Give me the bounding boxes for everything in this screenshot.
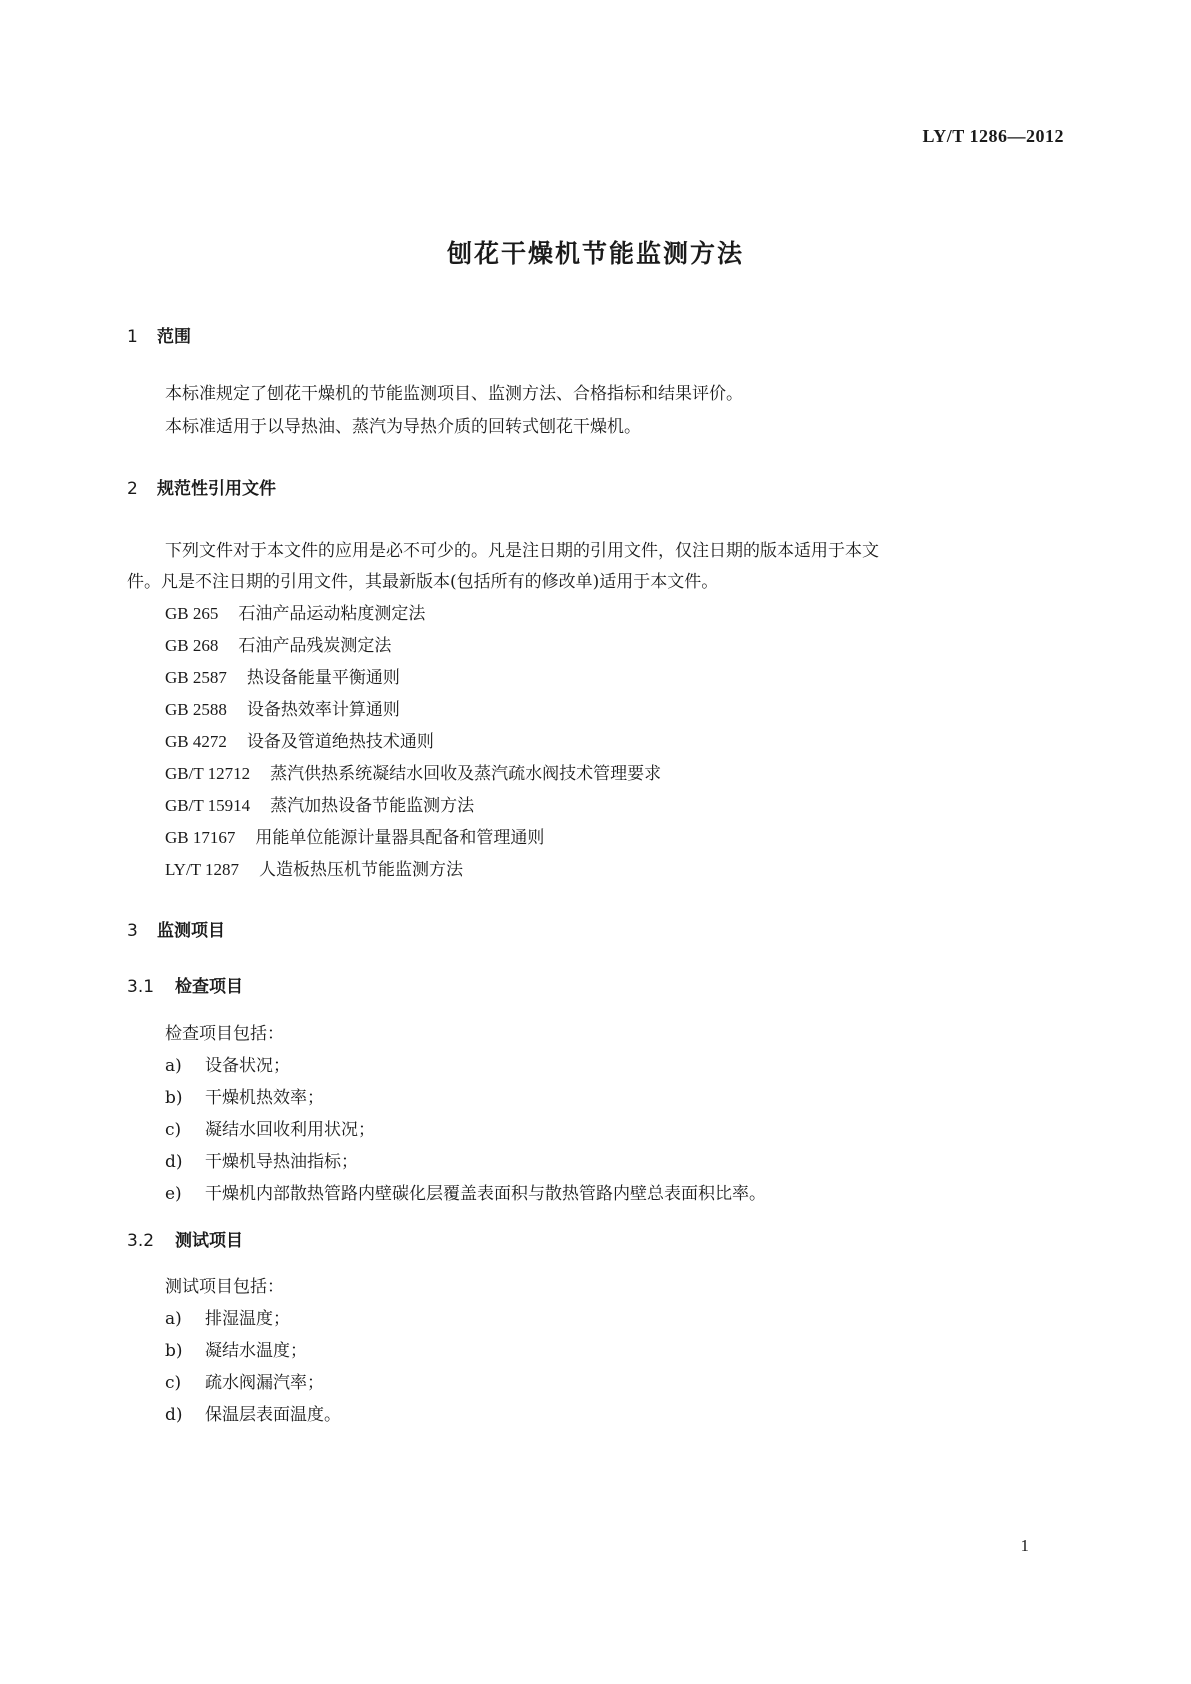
reference-item (165, 631, 391, 656)
paragraph: 本标准规定了刨花干燥机的节能监测项目、监测方法、合格指标和结果评价。 (165, 384, 743, 404)
list-intro: 检查项目包括： (165, 1024, 284, 1044)
list-item (165, 1051, 290, 1076)
reference-item (165, 599, 425, 624)
list-item (165, 1304, 290, 1329)
list-item-tag: d) (165, 1152, 183, 1172)
section-title: 监测项目 (157, 921, 225, 941)
section-title: 规范性引用文件 (157, 479, 276, 499)
reference-item (165, 663, 400, 688)
reference-code: GB 268 (165, 636, 219, 655)
section-title: 范围 (157, 327, 191, 347)
reference-title: 蒸汽加热设备节能监测方法 (270, 796, 475, 816)
section-3-1-heading (127, 972, 243, 997)
section-number: 3.2 (127, 1231, 155, 1251)
section-3-heading (127, 916, 225, 941)
paragraph: 本标准适用于以导热油、蒸汽为导热介质的回转式刨花干燥机。 (165, 417, 641, 437)
section-number: 2 (127, 479, 138, 499)
reference-item (165, 695, 400, 720)
reference-title: 蒸汽供热系统凝结水回收及蒸汽疏水阀技术管理要求 (270, 764, 662, 784)
list-item (165, 1400, 341, 1425)
list-item-tag: c) (165, 1120, 182, 1140)
section-title: 测试项目 (175, 1231, 243, 1251)
list-item (165, 1147, 358, 1172)
reference-title: 用能单位能源计量器具配备和管理通则 (255, 828, 545, 848)
reference-code: GB/T 12712 (165, 764, 251, 783)
list-item-text: 干燥机热效率； (205, 1088, 324, 1108)
list-item (165, 1083, 324, 1108)
document-title: 刨花干燥机节能监测方法 (446, 239, 744, 268)
list-item-tag: b) (165, 1341, 183, 1361)
reference-title: 设备及管道绝热技术通则 (246, 732, 434, 752)
reference-code: GB 17167 (165, 828, 236, 847)
list-item (165, 1336, 307, 1361)
list-intro: 测试项目包括： (165, 1277, 284, 1297)
reference-title: 石油产品残炭测定法 (238, 636, 392, 656)
list-item-tag: d) (165, 1405, 183, 1425)
page-number: 1 (1020, 1536, 1029, 1555)
list-item-text: 干燥机导热油指标； (205, 1152, 358, 1172)
section-1-heading (127, 322, 191, 347)
list-item-text: 干燥机内部散热管路内壁碳化层覆盖表面积与散热管路内壁总表面积比率。 (205, 1184, 766, 1204)
list-item-text: 排湿温度； (205, 1309, 290, 1329)
reference-code: GB/T 15914 (165, 796, 251, 815)
list-item-text: 凝结水回收利用状况； (205, 1120, 375, 1140)
list-item (165, 1179, 766, 1204)
reference-code: GB 2588 (165, 700, 227, 719)
list-item-tag: c) (165, 1373, 182, 1393)
list-item-tag: b) (165, 1088, 183, 1108)
paragraph-line: 件。凡是不注日期的引用文件，其最新版本(包括所有的修改单)适用于本文件。 (127, 572, 719, 592)
list-item (165, 1115, 375, 1140)
section-number: 3 (127, 921, 138, 941)
reference-item (165, 823, 544, 848)
list-item-text: 疏水阀漏汽率； (205, 1373, 324, 1393)
reference-item (165, 727, 434, 752)
section-number: 1 (127, 327, 138, 347)
list-item-text: 凝结水温度； (205, 1341, 307, 1361)
list-item-text: 设备状况； (205, 1056, 290, 1076)
standard-number: LY/T 1286—2012 (922, 126, 1064, 146)
list-item-text: 保温层表面温度。 (205, 1405, 341, 1425)
section-title: 检查项目 (175, 977, 243, 997)
reference-title: 人造板热压机节能监测方法 (259, 860, 464, 880)
reference-title: 设备热效率计算通则 (246, 700, 400, 720)
reference-item (165, 855, 463, 880)
list-item-tag: a) (165, 1056, 182, 1076)
list-item-tag: e) (165, 1184, 182, 1204)
list-item-tag: a) (165, 1309, 182, 1329)
reference-item (165, 791, 474, 816)
reference-code: GB 2587 (165, 668, 227, 687)
list-item (165, 1368, 324, 1393)
section-number: 3.1 (127, 977, 155, 997)
reference-item (165, 759, 661, 784)
reference-code: LY/T 1287 (165, 860, 240, 879)
reference-code: GB 265 (165, 604, 219, 623)
reference-title: 石油产品运动粘度测定法 (238, 604, 426, 624)
reference-title: 热设备能量平衡通则 (246, 668, 400, 688)
paragraph-line: 下列文件对于本文件的应用是必不可少的。凡是注日期的引用文件，仅注日期的版本适用于本文 (165, 541, 879, 561)
section-3-2-heading (127, 1226, 243, 1251)
reference-code: GB 4272 (165, 732, 227, 751)
section-2-heading (127, 474, 276, 499)
